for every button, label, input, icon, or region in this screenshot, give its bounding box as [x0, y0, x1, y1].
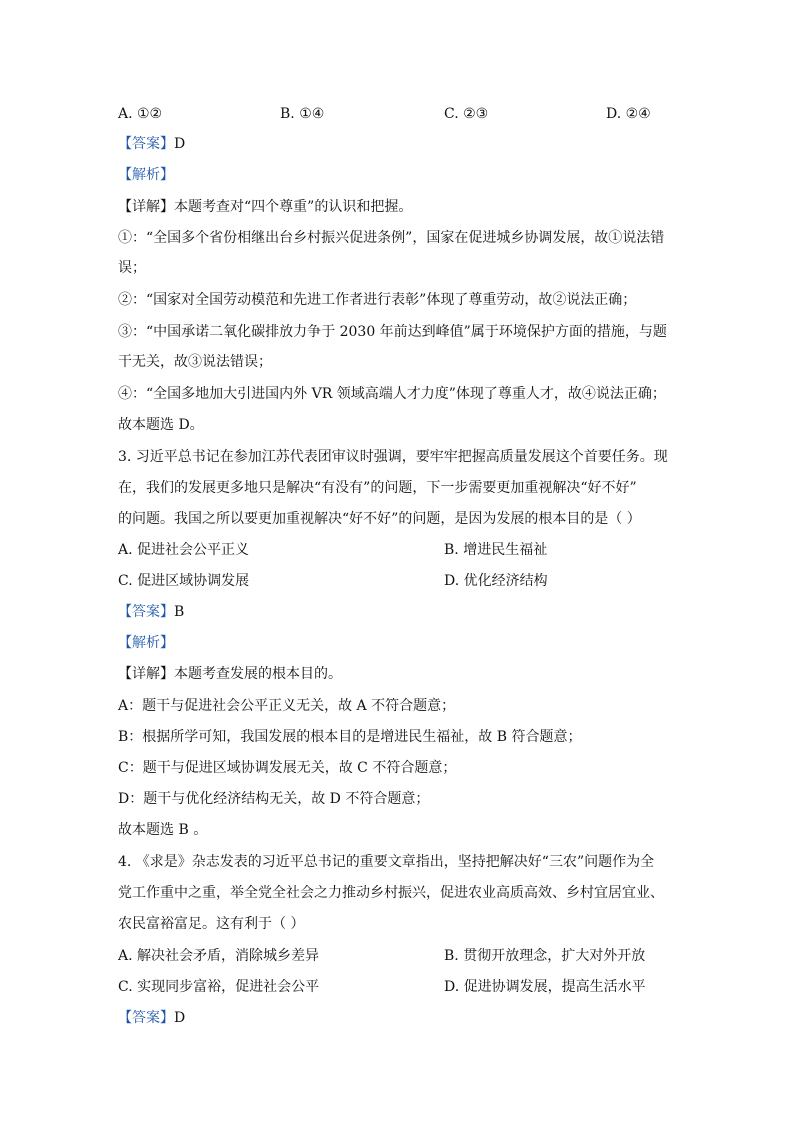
detail-text: 本题考查对“四个尊重”的认识和把握。 — [174, 199, 413, 215]
detail-text: 本题考查发展的根本目的。 — [174, 666, 342, 682]
q4-answer — [118, 1008, 185, 1028]
detail-label: 【详解】 — [118, 199, 174, 215]
q4-stem-line: 党工作重中之重，举全党全社会之力推动乡村振兴，促进农业高质高效、乡村宜居宜业、 — [118, 885, 664, 901]
q3-stem-line: 3. 习近平总书记在参加江苏代表团审议时强调，要牢牢把握高质量发展这个首要任务。现 — [118, 449, 668, 465]
answer-label: 【答案】 — [118, 136, 174, 152]
q3-option-b: B. 增进民生福祉 — [444, 542, 548, 558]
q3-detail-line: D：题干与优化经济结构无关，故 D 不符合题意； — [118, 791, 430, 807]
q2-answer — [118, 134, 185, 154]
q2-detail-line: 误； — [118, 260, 146, 276]
q3-detail — [118, 664, 342, 684]
q3-option-a: A. 促进社会公平正义 — [118, 542, 250, 558]
q2-analysis-label: 【解析】 — [118, 167, 174, 183]
q3-analysis-label: 【解析】 — [118, 635, 174, 651]
q3-detail-line: A：题干与促进社会公平正义无关，故 A 不符合题意； — [118, 698, 456, 714]
q4-option-a: A. 解决社会矛盾，消除城乡差异 — [118, 948, 320, 964]
answer-value: B — [174, 604, 185, 620]
answer-label: 【答案】 — [118, 604, 174, 620]
q2-detail-line: 故本题选 D。 — [118, 417, 204, 433]
q3-answer — [118, 602, 184, 622]
q4-stem-line: 农民富裕富足。这有利于（ ） — [118, 916, 305, 932]
q2-detail-line: ①：“全国多个省份相继出台乡村振兴促进条例”，国家在促进城乡协调发展，故①说法错 — [118, 230, 665, 246]
q3-stem-line: 在，我们的发展更多地只是解决“有没有”的问题，下一步需要更加重视解决“好不好” — [118, 480, 637, 496]
q3-detail-line: 故本题选 B 。 — [118, 822, 208, 838]
q4-stem-line: 4. 《求是》杂志发表的习近平总书记的重要文章指出，坚持把解决好“三农”问题作为全 — [118, 854, 655, 870]
answer-value: D — [174, 136, 186, 152]
q2-detail-line: ③：“中国承诺二氧化碳排放力争于 2030 年前达到峰值”属于环境保护方面的措施，与题 — [118, 324, 667, 340]
q2-option-c: C. ②③ — [444, 106, 489, 122]
q3-option-d: D. 优化经济结构 — [444, 573, 548, 589]
q4-option-c: C. 实现同步富裕，促进社会公平 — [118, 979, 320, 995]
q2-option-a: A. ①② — [118, 106, 163, 122]
q2-detail-line: ④：“全国多地加大引进国内外 VR 领域高端人才力度”体现了尊重人才，故④说法正确； — [118, 386, 666, 402]
q4-option-b: B. 贯彻开放理念，扩大对外开放 — [444, 948, 646, 964]
q3-stem-line: 的问题。我国之所以要更加重视解决“好不好”的问题，是因为发展的根本目的是（ ） — [118, 511, 641, 527]
q2-option-d: D. ②④ — [606, 106, 651, 122]
q4-option-d: D. 促进协调发展，提高生活水平 — [444, 979, 646, 995]
q2-detail-line: ②：“国家对全国劳动模范和先进工作者进行表彰”体现了尊重劳动，故②说法正确； — [118, 292, 637, 308]
q2-detail-line: 干无关，故③说法错误； — [118, 354, 272, 370]
answer-value: D — [174, 1010, 186, 1026]
detail-label: 【详解】 — [118, 666, 174, 682]
q3-detail-line: B：根据所学可知，我国发展的根本目的是增进民生福祉，故 B 符合题意； — [118, 729, 582, 745]
q3-option-c: C. 促进区域协调发展 — [118, 573, 250, 589]
q3-detail-line: C：题干与促进区域协调发展无关，故 C 不符合题意； — [118, 760, 457, 776]
q2-detail — [118, 197, 412, 217]
answer-label: 【答案】 — [118, 1010, 174, 1026]
q2-option-b: B. ①④ — [280, 106, 325, 122]
